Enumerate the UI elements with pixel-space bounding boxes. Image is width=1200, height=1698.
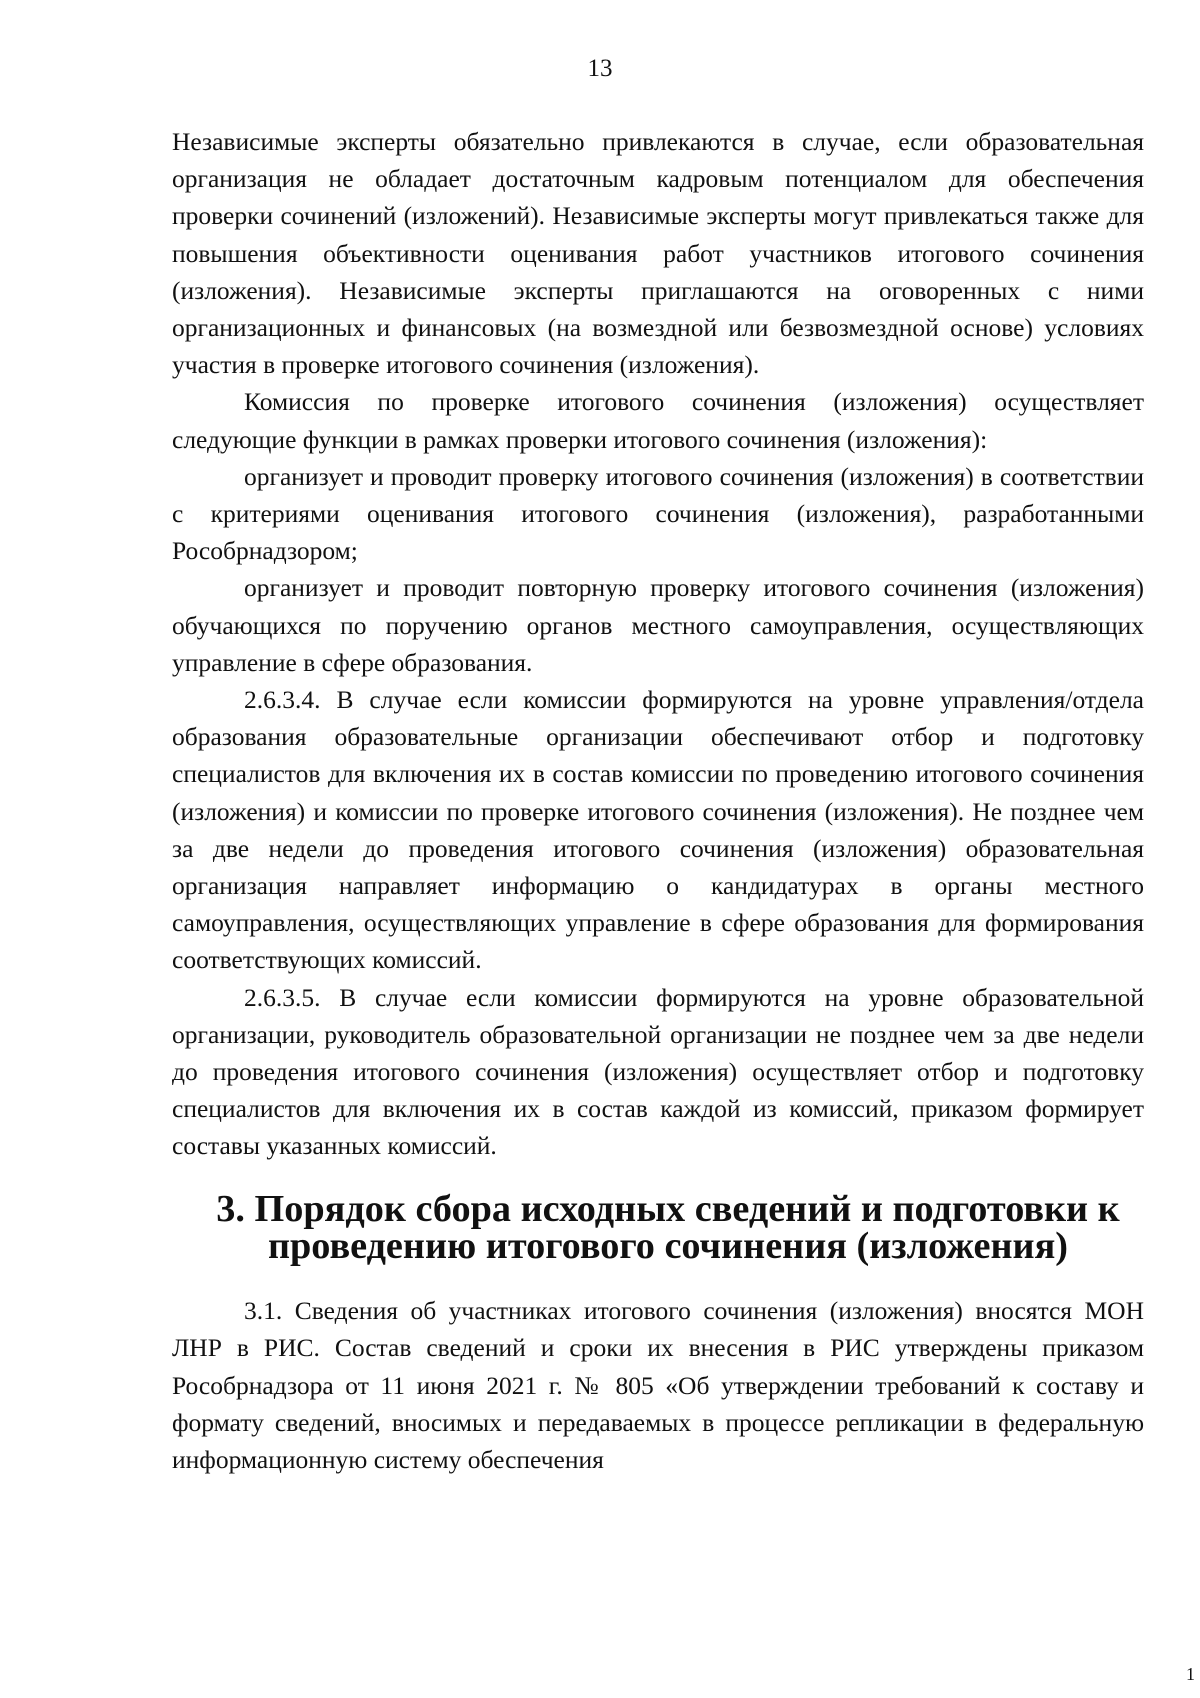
section-3-heading: 3. Порядок сбора исходных сведений и подготовки к проведению итогового сочинения (изложения): [216, 1187, 1120, 1267]
paragraph-3-1: 3.1. Сведения об участниках итогового сочинения (изложения) вносятся МОН ЛНР в РИС. Состав сведений и сроки их внесения в РИС утверждены приказом Рособрнадзора от 11 июня 2021 г. № 805 «Об утверждении требований к составу и формату сведений, вносимых и передаваемых в процессе репликации в федеральную информационную систему обеспечения: [172, 1296, 1144, 1474]
paragraph-independent-experts: Независимые эксперты обязательно привлекаются в случае, если образовательная организация не обладает достаточным кадровым потенциалом для обеспечения проверки сочинений (изложений). Независимые эксперты могут привлекаться также для повышения объективности оценивания работ участников итогового сочинения (изложения). Независимые эксперты приглашаются на оговоренных с ними организационных и финансовых (на возмездной или безвозмездной основе) условиях участия в проверке итогового сочинения (изложения).: [172, 127, 1144, 380]
page-number: 13: [587, 55, 613, 82]
paragraph-2-6-3-5: 2.6.3.5. В случае если комиссии формируются на уровне образовательной организации, руководитель образовательной организации не позднее чем за две недели до проведения итогового сочинения (изложения) осуществляет отбор и подготовку специалистов для включения их в состав каждой из комиссий, приказом формирует составы указанных комиссий.: [172, 982, 1144, 1161]
document-body: [172, 123, 1144, 1478]
paragraph-organizes-recheck: организует и проводит повторную проверку итогового сочинения (изложения) обучающихся по поручению органов местного самоуправления, осуществляющих управление в сфере образования.: [172, 573, 1144, 677]
paragraph-organizes-check: организует и проводит проверку итогового сочинения (изложения) в соответствии с критериями оценивания итогового сочинения (изложения), разработанными Рособрнадзором;: [172, 461, 1144, 566]
paragraph-2-6-3-4: 2.6.3.4. В случае если комиссии формируются на уровне управления/отдела образования образовательные организации обеспечивают отбор и подготовку специалистов для включения их в состав комиссии по проведению итогового сочинения (изложения) и комиссии по проверке итогового сочинения (изложения). Не позднее чем за две недели до проведения итогового сочинения (изложения) образовательная организация направляет информацию о кандидатурах в органы местного самоуправления, осуществляющих управление в сфере образования для формирования соответствующих комиссий.: [172, 685, 1144, 975]
corner-mark: 1: [1186, 1664, 1195, 1684]
paragraph-commission-functions: Комиссия по проверке итогового сочинения (изложения) осуществляет следующие функции в рамках проверки итогового сочинения (изложения):: [172, 387, 1144, 454]
